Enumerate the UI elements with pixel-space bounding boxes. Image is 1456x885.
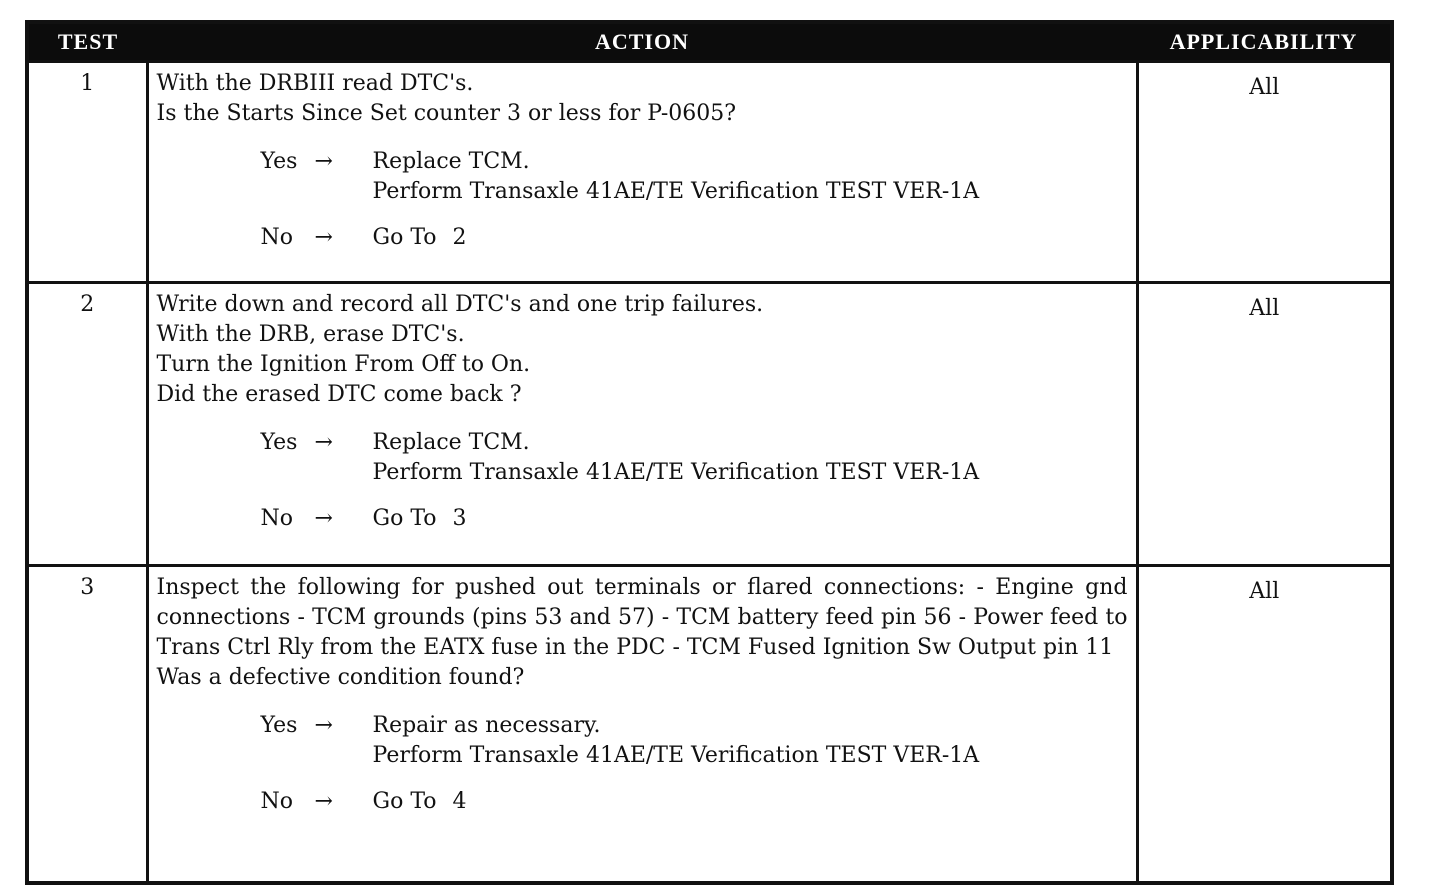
applicability-cell: All (1137, 283, 1392, 566)
test-number: 3 (27, 566, 147, 884)
arrow-icon: → (314, 713, 333, 738)
action-line: Is the Starts Since Set counter 3 or less for P-0605? (156, 101, 737, 126)
goto-text: Go To (372, 225, 437, 250)
goto-text: Go To (372, 506, 437, 531)
goto-target: 4 (452, 789, 467, 814)
action-line: Was a defective condition found? (156, 665, 525, 690)
no-outcome (373, 223, 467, 253)
goto-text: Go To (372, 789, 437, 814)
goto-target: 3 (452, 506, 467, 531)
header-row (27, 22, 1392, 62)
action-line: Did the erased DTC come back ? (156, 382, 522, 407)
applicability-cell: All (1137, 566, 1392, 884)
no-result (261, 504, 1128, 534)
yes-label: Yes (260, 149, 298, 174)
action-paragraph: Inspect the following for pushed out terminals or flared connections: - Engine gnd connections - TCM grounds (pins 53 and 57) - TCM battery feed pin 56 - Power feed to Trans Ctrl Rly from the EATX fuse in the PDC - TCM Fused Ignition Sw Output pin 11 (156, 575, 1128, 660)
header-test: TEST (27, 22, 147, 62)
yes-result (261, 711, 1128, 771)
action-line: With the DRBIII read DTC's. (156, 71, 474, 96)
no-result (261, 787, 1128, 817)
arrow-icon: → (314, 430, 333, 455)
no-label: No (260, 789, 293, 814)
table-row (27, 62, 1392, 283)
action-cell (147, 566, 1137, 884)
yes-result (261, 147, 1128, 207)
yes-outcome-line: Repair as necessary. (372, 713, 601, 738)
yes-outcome (373, 711, 980, 771)
yes-label: Yes (260, 713, 298, 738)
yes-outcome-line: Perform Transaxle 41AE/TE Verification TEST VER-1A (372, 179, 980, 204)
arrow-icon: → (314, 506, 333, 531)
action-line: With the DRB, erase DTC's. (156, 322, 465, 347)
header-action: ACTION (147, 22, 1137, 62)
action-cell (147, 283, 1137, 566)
action-line: Write down and record all DTC's and one trip failures. (156, 292, 764, 317)
no-result (261, 223, 1128, 253)
action-line: Turn the Ignition From Off to On. (156, 352, 531, 377)
header-applicability: APPLICABILITY (1137, 22, 1392, 62)
yes-outcome-line: Replace TCM. (372, 149, 530, 174)
yes-outcome-line: Replace TCM. (372, 430, 530, 455)
no-outcome (373, 787, 467, 817)
test-number: 1 (27, 62, 147, 283)
applicability-cell: All (1137, 62, 1392, 283)
yes-label: Yes (260, 430, 298, 455)
arrow-icon: → (314, 225, 333, 250)
goto-target: 2 (452, 225, 467, 250)
no-label: No (260, 225, 293, 250)
table-row (27, 283, 1392, 566)
yes-outcome-line: Perform Transaxle 41AE/TE Verification TEST VER-1A (372, 460, 980, 485)
yes-outcome-line: Perform Transaxle 41AE/TE Verification TEST VER-1A (372, 743, 980, 768)
test-number: 2 (27, 283, 147, 566)
arrow-icon: → (314, 789, 333, 814)
yes-result (261, 428, 1128, 488)
no-label: No (260, 506, 293, 531)
action-cell (147, 62, 1137, 283)
yes-outcome (373, 428, 980, 488)
no-outcome (373, 504, 467, 534)
yes-outcome (373, 147, 980, 207)
table-row (27, 566, 1392, 884)
arrow-icon: → (314, 149, 333, 174)
diagnostic-procedure-table (25, 20, 1394, 885)
